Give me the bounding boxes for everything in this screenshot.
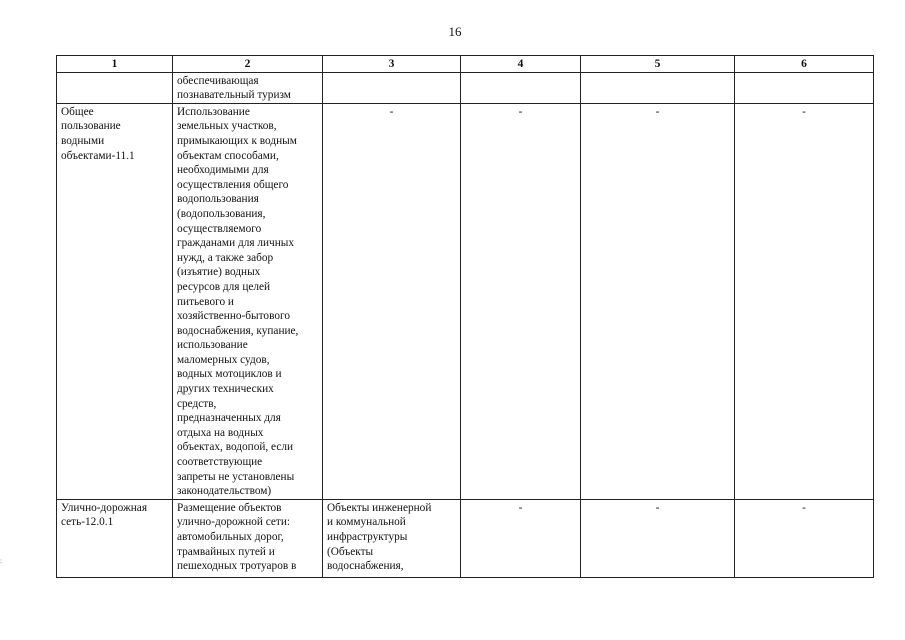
row1-col6 <box>735 72 874 103</box>
row1-col2-text: обеспечивающая познавательный туризм <box>177 74 291 102</box>
table-row <box>57 103 874 499</box>
row1-col2 <box>173 72 323 103</box>
row1-col5 <box>581 72 735 103</box>
margin-scan-mark: : <box>0 558 2 565</box>
column-header-1: 1 <box>57 56 173 73</box>
row3-col6 <box>735 499 874 577</box>
row3-col1-text: Улично-дорожная сеть-12.0.1 <box>61 501 148 529</box>
row2-col4 <box>461 103 581 499</box>
row2-col3-text: - <box>389 105 394 118</box>
row3-col5 <box>581 499 735 577</box>
row2-col5-text: - <box>655 105 660 118</box>
row2-col1-text: Общее пользование водными объектами-11.1 <box>61 105 135 162</box>
column-header-5: 5 <box>581 56 735 73</box>
row2-col2 <box>173 103 323 499</box>
page-number: 16 <box>448 24 462 39</box>
row3-col2-text: Размещение объектов улично-дорожной сети: автомобильных дорог, трамвайных путей и пешеходных тротуаров в <box>177 501 297 573</box>
row2-col6-text: - <box>802 105 806 118</box>
land-use-table <box>56 55 874 578</box>
row3-col4-text: - <box>518 501 523 514</box>
row3-col1 <box>57 499 173 577</box>
row2-col1 <box>57 103 173 499</box>
table-row <box>57 499 874 577</box>
row3-col4 <box>461 499 581 577</box>
column-header-4: 4 <box>461 56 581 73</box>
row2-col4-text: - <box>518 105 523 118</box>
table-row <box>57 72 874 103</box>
row1-col1 <box>57 72 173 103</box>
row1-col4 <box>461 72 581 103</box>
row2-col3 <box>323 103 461 499</box>
column-header-3: 3 <box>323 56 461 73</box>
column-header-6: 6 <box>735 56 874 73</box>
table-header-row <box>57 56 874 73</box>
row3-col5-text: - <box>655 501 660 514</box>
column-header-2: 2 <box>173 56 323 73</box>
row2-col6 <box>735 103 874 499</box>
row3-col3-text: Объекты инженерной и коммунальной инфраструктуры (Объекты водоснабжения, <box>327 501 432 573</box>
row1-col3 <box>323 72 461 103</box>
row3-col3 <box>323 499 461 577</box>
row2-col5 <box>581 103 735 499</box>
row3-col2 <box>173 499 323 577</box>
row3-col6-text: - <box>802 501 806 514</box>
row2-col2-text: Использование земельных участков, примыкающих к водным объектам способами, необходимыми для осуществления общего водопользования (водопользования, осуществляемого гражданами для личных нужд, а также забор (изъятие) водных ресурсов для целей питьевого и хозяйственно-бытового водоснабжения, купание, использование маломерных судов, водных мотоциклов и других технических средств, предназначенных для отдыха на водных объектах, водопой, если соответствующие запреты не установлены законодательством) <box>177 105 299 498</box>
